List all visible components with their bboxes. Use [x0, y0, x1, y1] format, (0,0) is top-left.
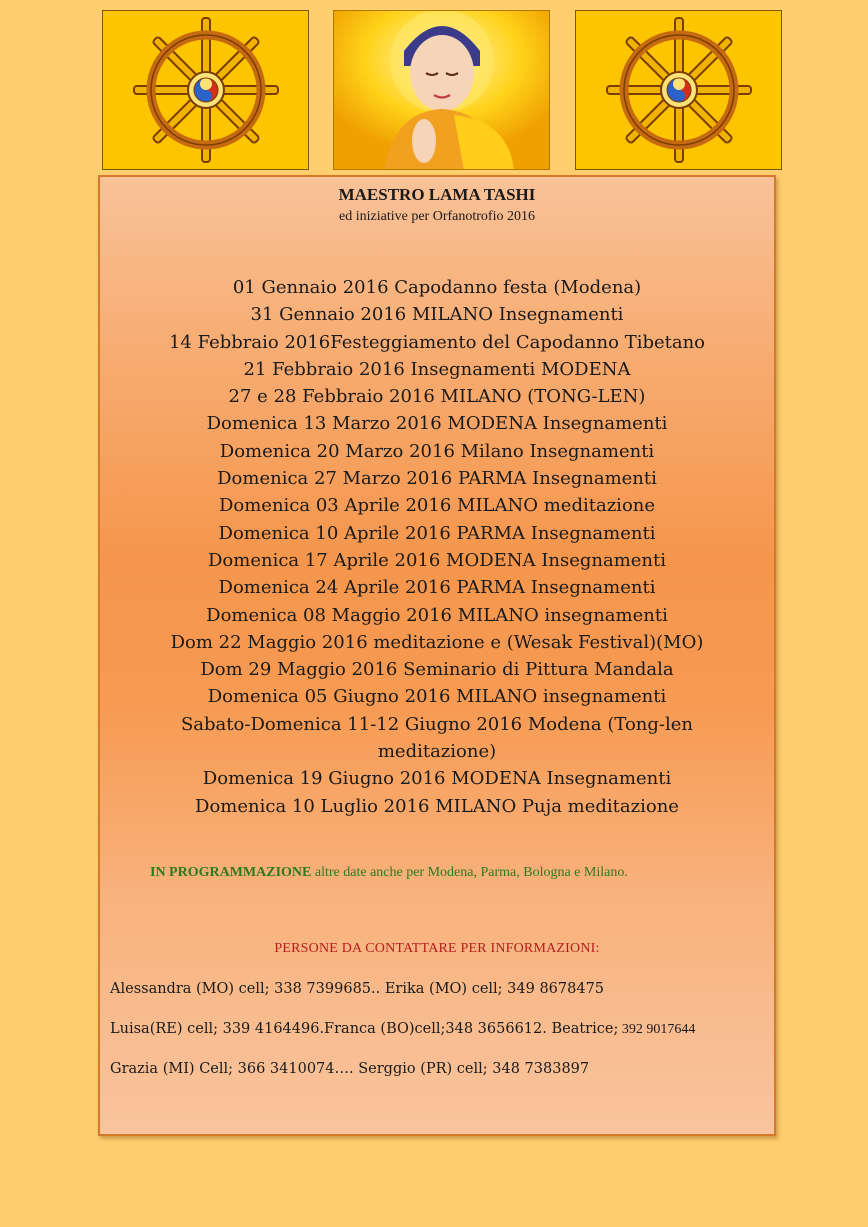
event-item: Domenica 19 Giugno 2016 MODENA Insegnamenti — [202, 768, 672, 790]
event-item: Domenica 10 Luglio 2016 MILANO Puja meditazione — [195, 795, 679, 817]
event-item: 27 e 28 Febbraio 2016 MILANO (TONG-LEN) — [228, 386, 646, 408]
event-item: meditazione) — [377, 741, 497, 763]
dharma-wheel-icon — [111, 15, 301, 165]
dharma-wheel-right-image — [575, 10, 782, 170]
events-list — [120, 274, 754, 820]
event-item: Domenica 08 Maggio 2016 MILANO insegnamenti — [206, 604, 668, 626]
contact-line-1: Alessandra (MO) cell; 338 7399685.. Erika (MO) cell; 349 8678475 — [110, 981, 605, 997]
event-item: Domenica 24 Aprile 2016 PARMA Insegnamenti — [218, 577, 656, 599]
contact-line-2-main: Luisa(RE) cell; 339 4164496.Franca (BO)cell;348 3656612. Beatrice; — [110, 1021, 619, 1037]
event-item: 14 Febbraio 2016Festeggiamento del Capodanno Tibetano — [168, 331, 706, 353]
event-item: 31 Gennaio 2016 MILANO Insegnamenti — [250, 304, 624, 326]
event-item: Domenica 27 Marzo 2016 PARMA Insegnamenti — [217, 468, 657, 490]
event-item: Domenica 13 Marzo 2016 MODENA Insegnamenti — [206, 413, 668, 435]
event-item: Domenica 20 Marzo 2016 Milano Insegnamenti — [219, 440, 655, 462]
contact-line-2 — [110, 1021, 766, 1038]
event-item: Domenica 10 Aprile 2016 PARMA Insegnamenti — [218, 522, 656, 544]
event-item: Sabato-Domenica 11-12 Giugno 2016 Modena (Tong-len — [180, 713, 694, 735]
program-lead: IN PROGRAMMAZIONE — [150, 865, 312, 880]
dharma-wheel-left-image — [102, 10, 309, 170]
event-item: Dom 22 Maggio 2016 meditazione e (Wesak Festival)(MO) — [170, 631, 704, 653]
contact-line-3: Grazia (MI) Cell; 366 3410074…. Serggio (PR) cell; 348 7383897 — [110, 1061, 590, 1077]
event-item: Dom 29 Maggio 2016 Seminario di Pittura Mandala — [200, 659, 674, 681]
program-note — [150, 865, 744, 881]
program-text: altre date anche per Modena, Parma, Bologna e Milano. — [311, 865, 628, 880]
event-item: Domenica 05 Giugno 2016 MILANO insegnamenti — [207, 686, 667, 708]
page-subtitle: ed iniziative per Orfanotrofio 2016 — [339, 209, 535, 224]
event-item: Domenica 17 Aprile 2016 MODENA Insegnamenti — [207, 549, 666, 571]
page-title: MAESTRO LAMA TASHI — [338, 185, 536, 204]
event-item: Domenica 03 Aprile 2016 MILANO meditazione — [218, 495, 656, 517]
contacts-heading: PERSONE DA CONTATTARE PER INFORMAZIONI: — [274, 941, 600, 956]
event-item: 01 Gennaio 2016 Capodanno festa (Modena) — [232, 277, 642, 298]
event-panel — [98, 175, 776, 1136]
contact-line-2-tail: 392 9017644 — [618, 1022, 696, 1037]
event-item: 21 Febbraio 2016 Insegnamenti MODENA — [243, 358, 631, 380]
buddha-image — [333, 10, 550, 170]
dharma-wheel-icon — [584, 15, 774, 165]
buddha-icon — [334, 11, 550, 170]
